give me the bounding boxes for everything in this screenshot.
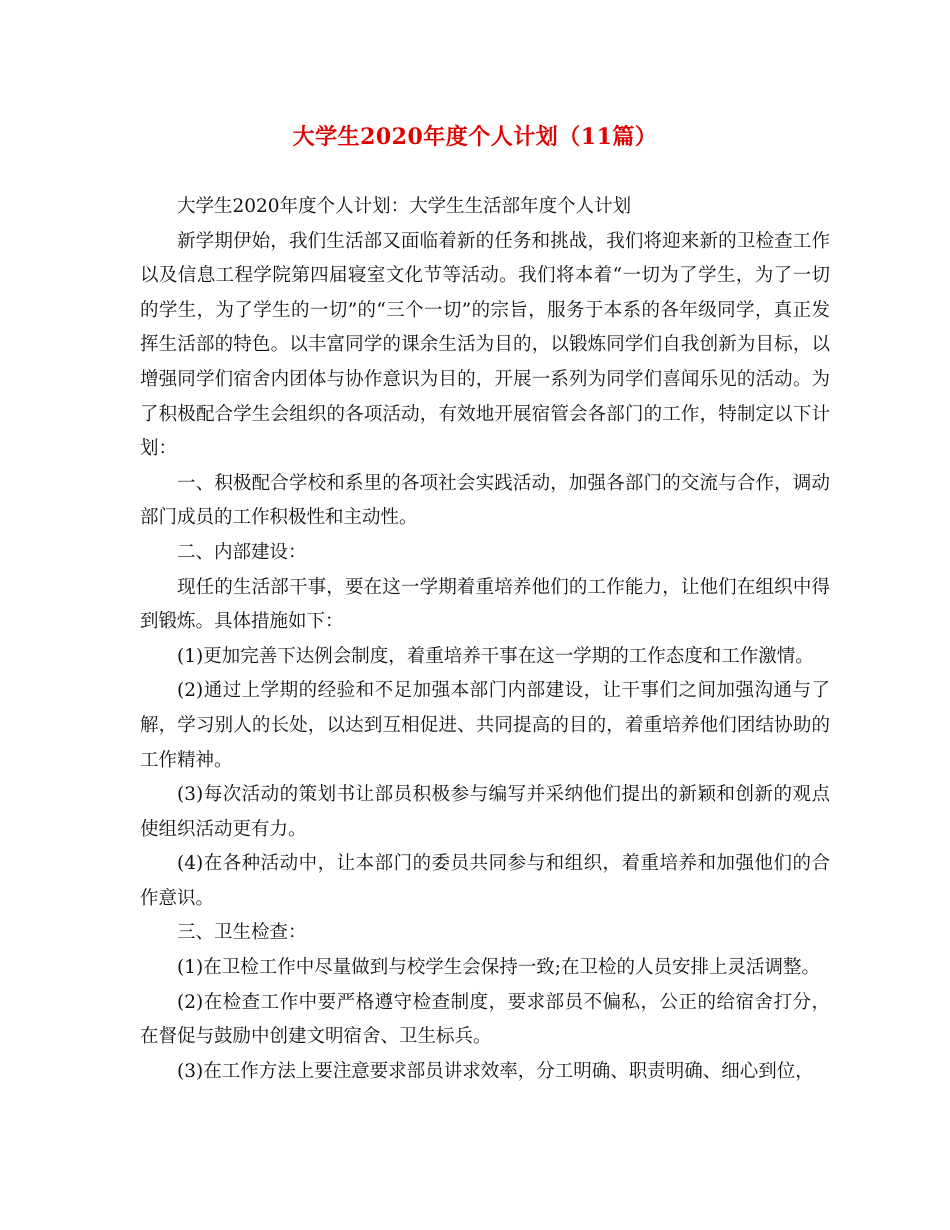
paragraph-subtitle: 大学生2020年度个人计划：大学生生活部年度个人计划 <box>177 196 632 217</box>
paragraph-item: (1)更加完善下达例会制度，着重培养干事在这一学期的工作态度和工作激情。 <box>177 645 814 667</box>
paragraph-item: (3)每次活动的策划书让部员积极参与编写并采纳他们提出的新颖和创新的观点使组织活动更有力。 <box>140 784 830 840</box>
paragraph-item: (2)通过上学期的经验和不足加强本部门内部建设，让干事们之间加强沟通与了解，学习别人的长处，以达到互相促进、共同提高的目的，着重培养他们团结协助的工作精神。 <box>140 680 830 771</box>
paragraph-section-2-intro: 现任的生活部干事，要在这一学期着重培养他们的工作能力，让他们在组织中得到锻炼。具体措施如下： <box>140 576 830 633</box>
paragraph-item: (3)在工作方法上要注意要求部员讲求效率，分工明确、职责明确、细心到位， <box>177 1060 814 1082</box>
paragraph-intro: 新学期伊始，我们生活部又面临着新的任务和挑战，我们将迎来新的卫检查工作以及信息工程学院第四届寝室文化节等活动。我们将本着“一切为了学生，为了一切的学生，为了学生的一切”的“三个一切”的宗旨，服务于本系的各年级同学，真正发挥生活部的特色。以丰富同学的课余生活为目的，以锻炼同学们自我创新为目标，以增强同学们宿舍内团体与协作意识为目的，开展一系列为同学们喜闻乐见的活动。为了积极配合学生会组织的各项活动，有效地开展宿管会各部门的工作，特制定以下计划： <box>140 230 830 460</box>
document-title: 大学生2020年度个人计划（11篇） <box>292 124 658 150</box>
paragraph-item: (2)在检查工作中要严格遵守检查制度，要求部员不偏私，公正的给宿舍打分，在督促与鼓励中创建文明宿舍、卫生标兵。 <box>140 991 830 1048</box>
paragraph-section-3-heading: 三、卫生检查： <box>177 922 307 944</box>
document-body <box>140 190 830 1089</box>
paragraph-item: (4)在各种活动中，让本部门的委员共同参与和组织，着重培养和加强他们的合作意识。 <box>140 853 830 909</box>
paragraph-section-1: 一、积极配合学校和系里的各项社会实践活动，加强各部门的交流与合作，调动部门成员的工作积极性和主动性。 <box>140 472 830 529</box>
paragraph-section-2-heading: 二、内部建设： <box>177 541 307 563</box>
paragraph-item: (1)在卫检工作中尽量做到与校学生会保持一致;在卫检的人员安排上灵活调整。 <box>177 957 820 979</box>
